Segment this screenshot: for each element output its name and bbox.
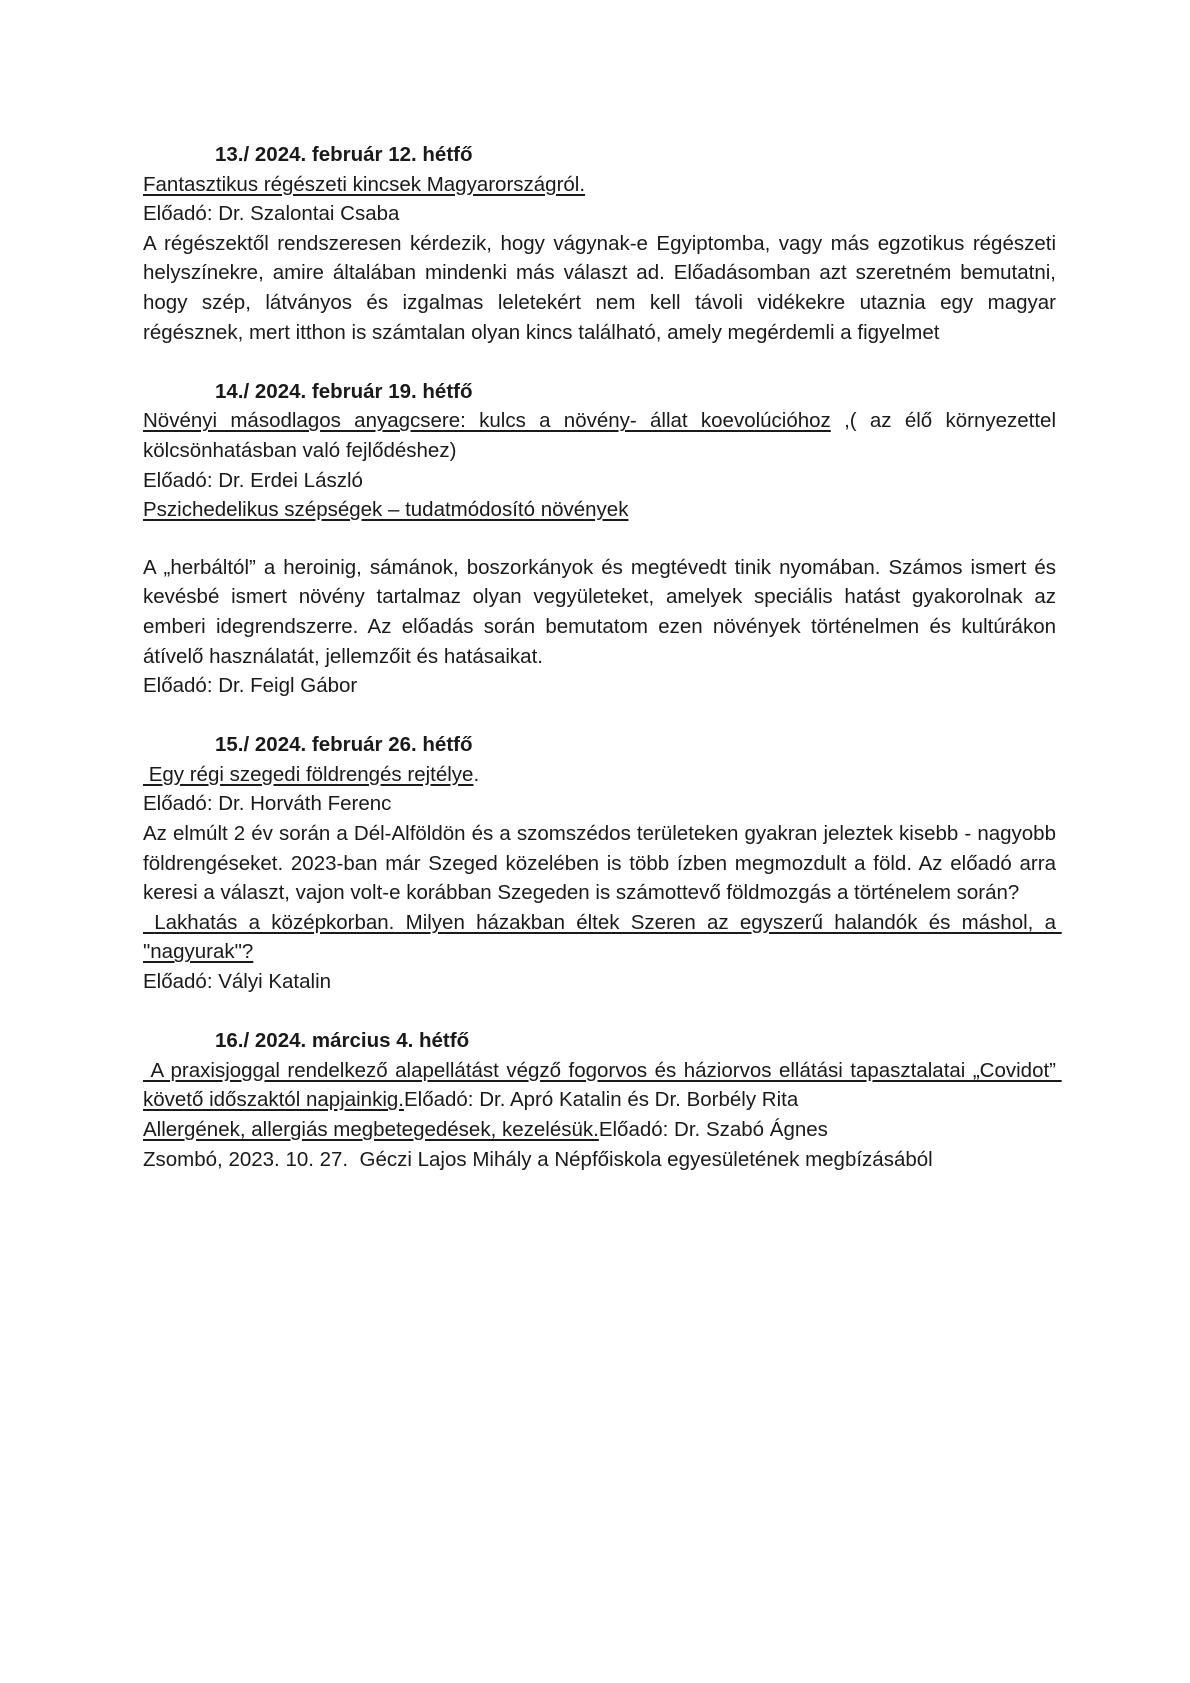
lecture-description: A régészektől rendszeresen kérdezik, hogy vágynak-e Egyiptomba, vagy más egzotikus régészeti helyszínekre, amire általában mindenki más választ ad. Előadásomban azt szeretném bemutatni, hogy szép, látványos és izgalmas leletekért nem kell távoli vidékekre utaznia egy magyar régésznek, mert itthon is számtalan olyan kincs található, amely megérdemli a figyelmet xyxy=(143,231,1056,344)
lecture-speaker-second: Előadó: Vályi Katalin xyxy=(143,970,332,994)
lecture-speaker-second: Előadó: Dr. Szabó Ágnes xyxy=(598,1118,828,1141)
lecture-title: Fantasztikus régészeti kincsek Magyarországról. xyxy=(143,172,586,196)
lecture-date-heading: 13./ 2024. február 12. hétfő xyxy=(215,143,473,166)
lecture-description: A „herbáltól” a heroinig, sámánok, boszorkányok és megtévedt tinik nyomában. Számos ismert és kevésbé ismert növény tartalmaz olyan vegyületeket, amelyek speciális hatást gyakorolnak az emberi idegrendszerre. Az előadás során bemutatom ezen növények történelmen és kultúrákon átívelő használatát, jellemzőit és hatásaikat. xyxy=(143,555,1056,668)
lecture-speaker: Előadó: Dr. Horváth Ferenc xyxy=(143,792,392,816)
lecture-section-15 xyxy=(143,730,1062,996)
lecture-date-heading: 15./ 2024. február 26. hétfő xyxy=(215,733,473,757)
lecture-title: A praxisjoggal rendelkező alapellátást végző fogorvos és háziorvos ellátási tapasztalatai „Covidot” követő időszaktól napjainkig. xyxy=(143,1058,1062,1112)
lecture-speaker: Előadó: Dr. Apró Katalin és Dr. Borbély Rita xyxy=(403,1088,799,1112)
lecture-title: Egy régi szegedi földrengés rejtélye xyxy=(143,762,474,786)
lecture-title-second: Allergének, allergiás megbetegedések, kezelésük. xyxy=(143,1118,599,1141)
lecture-section-16 xyxy=(143,1026,1062,1174)
lecture-title-second: Pszichedelikus szépségek – tudatmódosító növények xyxy=(143,498,629,522)
lecture-title-continuation: . xyxy=(473,762,480,786)
lecture-title-block xyxy=(143,406,1056,465)
lecture-section-14 xyxy=(143,377,1056,701)
document-footer: Zsombó, 2023. 10. 27. Géczi Lajos Mihály a Népfőiskola egyesületének megbízásából xyxy=(143,1147,933,1171)
lecture-title-second: Lakhatás a középkorban. Milyen házakban éltek Szeren az egyszerű halandók és máshol, a "nagyurak"? xyxy=(143,910,1062,964)
document-page xyxy=(143,140,1062,1174)
lecture-date-heading: 16./ 2024. március 4. hétfő xyxy=(215,1029,470,1053)
lecture-date-heading: 14./ 2024. február 19. hétfő xyxy=(215,379,473,403)
lecture-section-13 xyxy=(143,140,1056,347)
lecture-speaker: Előadó: Dr. Szalontai Csaba xyxy=(143,202,400,226)
lecture-title: Növényi másodlagos anyagcsere: kulcs a növény- állat koevolúcióhoz xyxy=(143,409,831,433)
lecture-speaker: Előadó: Dr. Erdei László xyxy=(143,468,363,492)
lecture-description: Az elmúlt 2 év során a Dél-Alföldön és a szomszédos területeken gyakran jeleztek kisebb - nagyobb földrengéseket. 2023-ban már Szeged közelében is több ízben megmozdult a föld. Az előadó arra keresi a választ, vajon volt-e korábban Szegeden is számottevő földmozgás a történelem során? xyxy=(143,822,1056,905)
lecture-speaker-second: Előadó: Dr. Feigl Gábor xyxy=(143,674,358,698)
lecture-title-continuation: ,( az élő környezettel kölcsönhatásban való fejlődéshez) xyxy=(143,409,1056,462)
